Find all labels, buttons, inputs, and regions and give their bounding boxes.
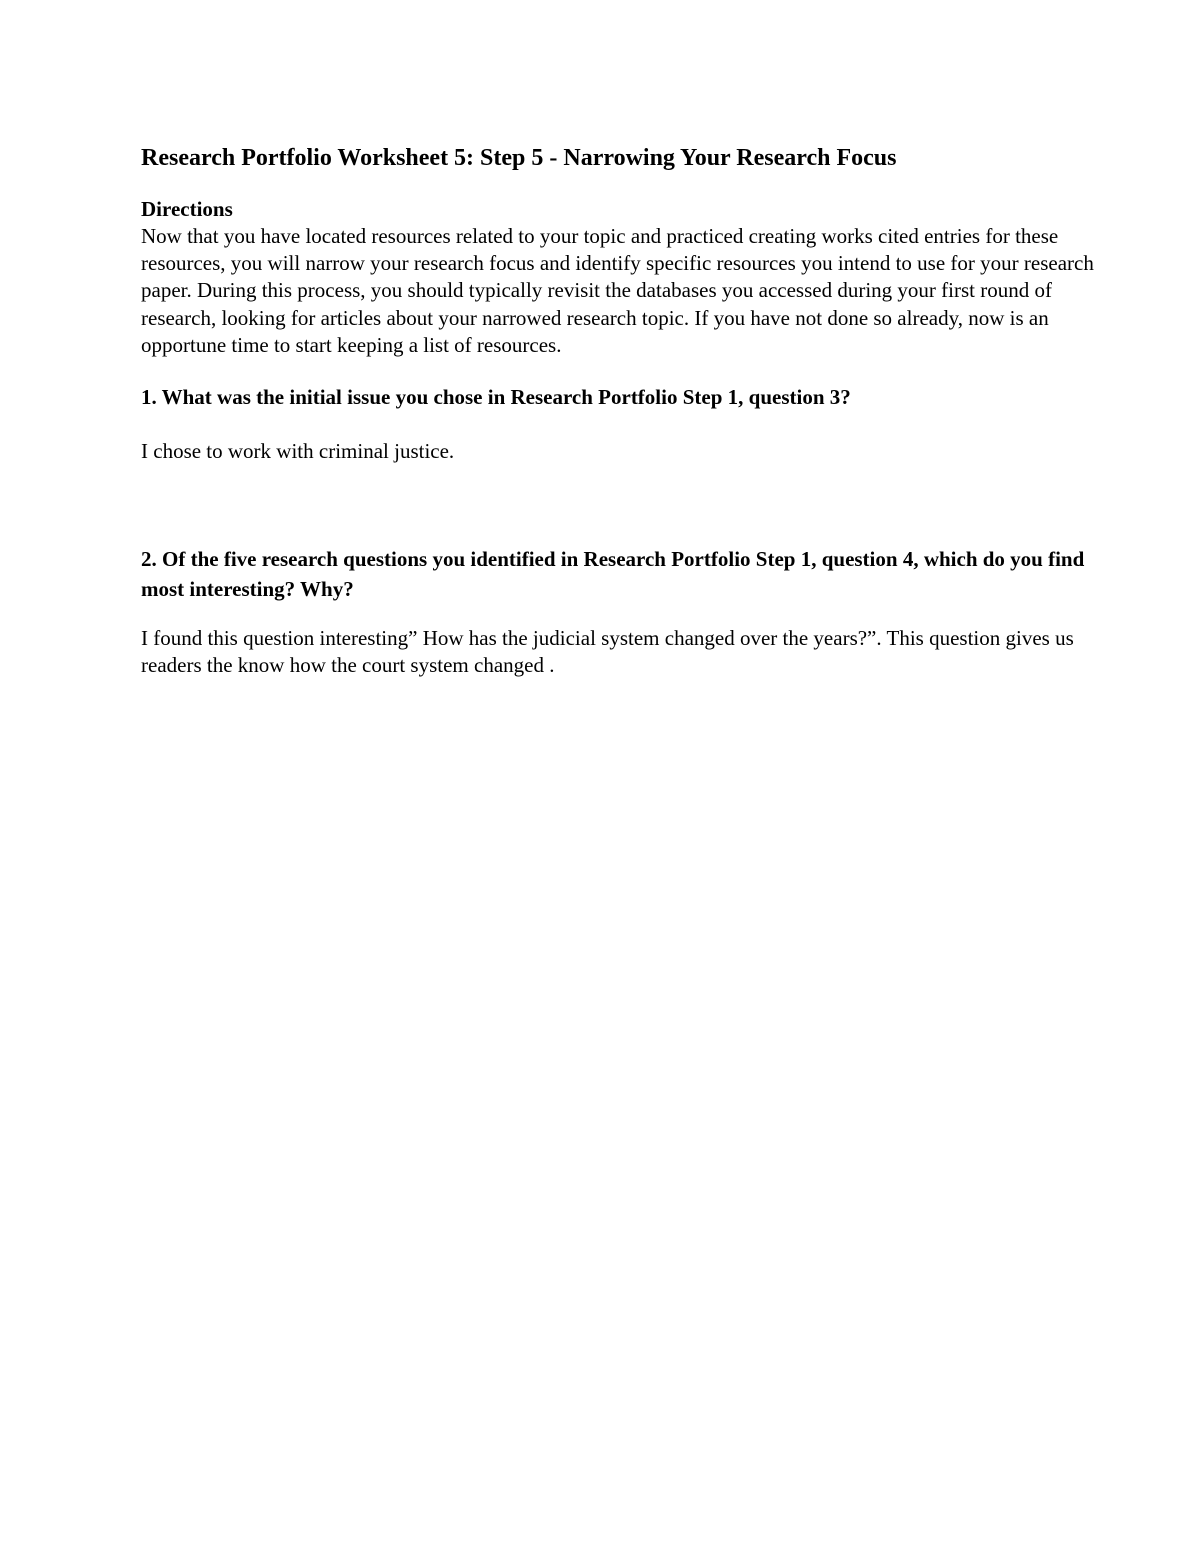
worksheet-page: [141, 140, 1126, 680]
question-2: 2. Of the five research questions you identified in Research Portfolio Step 1, question 4, which do you find most interesting? Why?: [141, 546, 1085, 601]
directions-text: Now that you have located resources related to your topic and practiced creating works cited entries for these resources, you will narrow your research focus and identify specific resources you intend to use for your research paper. During this process, you should typically revisit the databases you accessed during your first round of research, looking for articles about your narrowed research topic. If you have not done so already, now is an opportune time to start keeping a list of resources.: [141, 224, 1094, 357]
answer-1: I chose to work with criminal justice.: [141, 439, 455, 464]
question-1: 1. What was the initial issue you chose in Research Portfolio Step 1, question 3?: [141, 385, 851, 410]
worksheet-title: Research Portfolio Worksheet 5: Step 5 - Narrowing Your Research Focus: [141, 145, 897, 171]
directions-heading: Directions: [141, 197, 233, 221]
answer-2: I found this question interesting” How has the judicial system changed over the years?”. This question gives us readers the know how the court system changed .: [141, 625, 1074, 678]
